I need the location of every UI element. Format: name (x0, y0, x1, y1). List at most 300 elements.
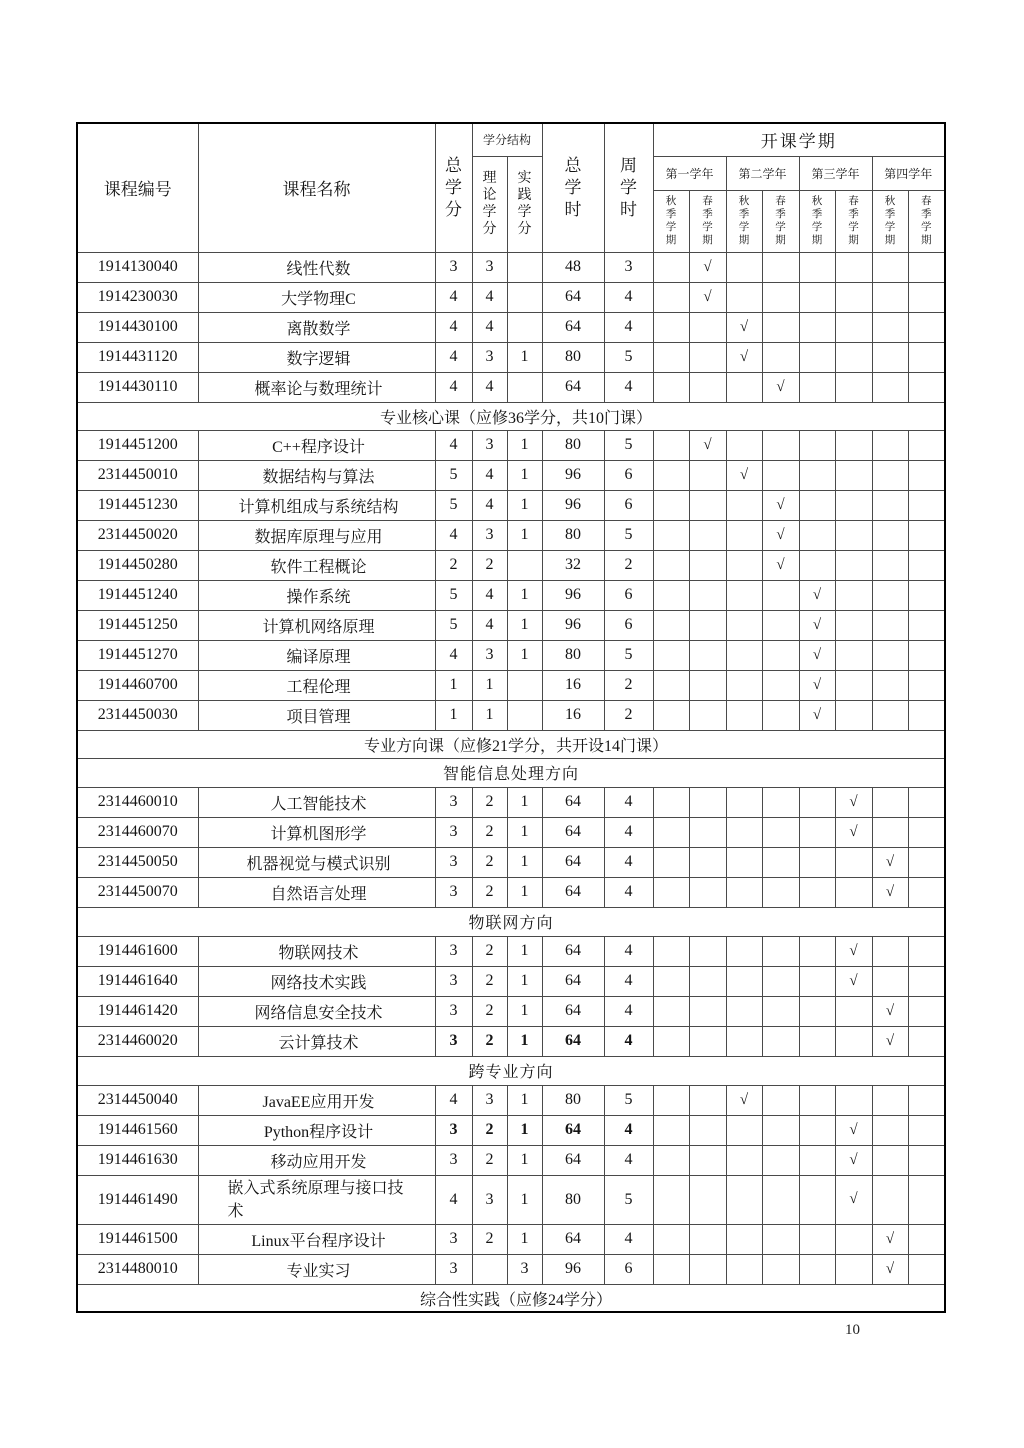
semester-cell-6 (835, 847, 872, 877)
course-name (198, 520, 435, 550)
semester-cell-5 (799, 996, 835, 1026)
course-name-text: 编译原理 (286, 648, 351, 666)
course-name-text: 离散数学 (286, 320, 351, 338)
course-code: 2314450010 (77, 460, 198, 490)
total-hours-cell: 64 (542, 877, 604, 907)
semester-cell-5 (799, 877, 835, 907)
theory-credits-cell: 2 (472, 787, 507, 817)
semester-cell-2 (689, 966, 726, 996)
course-row (77, 1115, 945, 1145)
total-hours-cell: 32 (542, 550, 604, 580)
weekly-hours-cell: 5 (604, 1175, 653, 1224)
semester-cell-4: √ (762, 490, 799, 520)
semester-cell-4 (762, 817, 799, 847)
course-name-text: Linux平台程序设计 (251, 1232, 386, 1250)
semester-cell-4 (762, 342, 799, 372)
total-credits-cell: 4 (435, 520, 472, 550)
practice-credits-cell: 1 (507, 1175, 542, 1224)
semester-cell-2 (689, 1026, 726, 1056)
semester-cell-4 (762, 670, 799, 700)
header-year-3: 第三学年 (799, 156, 872, 190)
course-name (198, 640, 435, 670)
semester-cell-8 (908, 1085, 945, 1115)
course-row (77, 372, 945, 402)
semester-cell-4 (762, 1254, 799, 1284)
semester-cell-6: √ (835, 1145, 872, 1175)
semester-cell-5 (799, 342, 835, 372)
course-name-text: 物联网技术 (278, 944, 359, 962)
semester-cell-5 (799, 430, 835, 460)
course-name-text: 移动应用开发 (270, 1153, 367, 1171)
total-credits-cell: 3 (435, 877, 472, 907)
theory-credits-cell: 3 (472, 640, 507, 670)
theory-credits-cell: 4 (472, 580, 507, 610)
course-name-text: 云计算技术 (278, 1034, 359, 1052)
semester-cell-6 (835, 1254, 872, 1284)
weekly-hours-cell: 4 (604, 787, 653, 817)
course-name-text: 线性代数 (286, 260, 351, 278)
semester-cell-6 (835, 460, 872, 490)
header-fall-semester: 秋 季 学 期 (799, 190, 835, 252)
semester-cell-5: √ (799, 640, 835, 670)
semester-cell-2 (689, 936, 726, 966)
theory-credits-cell: 3 (472, 342, 507, 372)
semester-cell-3 (726, 936, 762, 966)
course-name-text: 概率论与数理统计 (254, 380, 383, 398)
semester-cell-7 (872, 700, 908, 730)
course-name (198, 430, 435, 460)
course-name-text: 大学物理C (281, 290, 356, 308)
weekly-hours-cell: 5 (604, 430, 653, 460)
semester-cell-1 (653, 430, 689, 460)
weekly-hours-cell: 4 (604, 996, 653, 1026)
total-hours-cell: 64 (542, 312, 604, 342)
course-row (77, 430, 945, 460)
theory-credits-cell: 2 (472, 550, 507, 580)
semester-cell-6 (835, 670, 872, 700)
semester-cell-8 (908, 1254, 945, 1284)
course-name (198, 817, 435, 847)
semester-cell-3 (726, 847, 762, 877)
practice-credits-cell (507, 372, 542, 402)
course-code: 1914451230 (77, 490, 198, 520)
total-hours-cell: 64 (542, 787, 604, 817)
total-hours-cell: 96 (542, 460, 604, 490)
total-hours-cell: 96 (542, 1254, 604, 1284)
total-credits-cell: 4 (435, 1175, 472, 1224)
weekly-hours-cell: 5 (604, 520, 653, 550)
semester-cell-3 (726, 877, 762, 907)
semester-cell-2 (689, 700, 726, 730)
course-code: 1914451240 (77, 580, 198, 610)
course-name (198, 312, 435, 342)
weekly-hours-cell: 5 (604, 1085, 653, 1115)
total-hours-cell: 64 (542, 1145, 604, 1175)
theory-credits-cell: 2 (472, 966, 507, 996)
header-total-hours: 总 学 时 (542, 123, 604, 252)
semester-cell-7 (872, 580, 908, 610)
practice-credits-cell: 1 (507, 787, 542, 817)
total-hours-cell: 64 (542, 1224, 604, 1254)
semester-cell-7 (872, 1085, 908, 1115)
total-hours-cell: 64 (542, 1026, 604, 1056)
table-header (77, 123, 945, 252)
semester-cell-6 (835, 550, 872, 580)
semester-cell-8 (908, 610, 945, 640)
semester-cell-7: √ (872, 877, 908, 907)
practice-credits-cell: 1 (507, 817, 542, 847)
course-name-text: 数据结构与算法 (262, 468, 375, 486)
theory-credits-cell: 4 (472, 312, 507, 342)
course-name-text: 数字逻辑 (286, 350, 351, 368)
theory-credits-cell: 4 (472, 282, 507, 312)
semester-cell-2 (689, 610, 726, 640)
semester-cell-7: √ (872, 996, 908, 1026)
section-header: 综合性实践（应修24学分） (77, 1284, 945, 1312)
semester-cell-2 (689, 1224, 726, 1254)
total-hours-cell: 80 (542, 1085, 604, 1115)
theory-credits-cell: 4 (472, 460, 507, 490)
course-name (198, 490, 435, 520)
semester-cell-3 (726, 1224, 762, 1254)
semester-cell-1 (653, 700, 689, 730)
total-hours-cell: 64 (542, 282, 604, 312)
semester-cell-1 (653, 342, 689, 372)
practice-credits-cell: 1 (507, 847, 542, 877)
semester-cell-1 (653, 1254, 689, 1284)
weekly-hours-cell: 3 (604, 252, 653, 282)
course-row (77, 817, 945, 847)
semester-cell-3 (726, 520, 762, 550)
semester-cell-2 (689, 580, 726, 610)
semester-cell-1 (653, 520, 689, 550)
semester-cell-3 (726, 430, 762, 460)
semester-cell-7 (872, 520, 908, 550)
practice-credits-cell: 1 (507, 966, 542, 996)
semester-cell-1 (653, 312, 689, 342)
weekly-hours-cell: 4 (604, 877, 653, 907)
practice-credits-cell: 1 (507, 1026, 542, 1056)
course-code: 1914451250 (77, 610, 198, 640)
course-row (77, 1026, 945, 1056)
semester-cell-8 (908, 966, 945, 996)
course-name-text: C++程序设计 (272, 438, 365, 456)
total-hours-cell: 64 (542, 966, 604, 996)
semester-cell-4 (762, 1115, 799, 1145)
semester-cell-1 (653, 847, 689, 877)
semester-cell-7 (872, 670, 908, 700)
subsection-row (77, 907, 945, 936)
header-credit-structure: 学分结构 (472, 123, 542, 156)
semester-cell-8 (908, 700, 945, 730)
semester-cell-4 (762, 580, 799, 610)
semester-cell-2 (689, 817, 726, 847)
total-credits-cell: 4 (435, 372, 472, 402)
semester-cell-5 (799, 1085, 835, 1115)
section-row (77, 1284, 945, 1312)
semester-cell-5 (799, 1224, 835, 1254)
course-name (198, 252, 435, 282)
total-credits-cell: 4 (435, 282, 472, 312)
total-hours-cell: 80 (542, 1175, 604, 1224)
semester-cell-8 (908, 342, 945, 372)
total-credits-cell: 5 (435, 460, 472, 490)
course-row (77, 640, 945, 670)
semester-cell-2 (689, 372, 726, 402)
total-hours-cell: 64 (542, 847, 604, 877)
weekly-hours-cell: 4 (604, 936, 653, 966)
semester-cell-8 (908, 996, 945, 1026)
semester-cell-5 (799, 252, 835, 282)
semester-cell-7 (872, 342, 908, 372)
weekly-hours-cell: 2 (604, 700, 653, 730)
weekly-hours-cell: 4 (604, 1026, 653, 1056)
semester-cell-7 (872, 312, 908, 342)
course-name-text: 软件工程概论 (270, 558, 367, 576)
semester-cell-3 (726, 610, 762, 640)
semester-cell-7 (872, 966, 908, 996)
total-credits-cell: 3 (435, 1115, 472, 1145)
semester-cell-1 (653, 877, 689, 907)
semester-cell-4: √ (762, 520, 799, 550)
semester-cell-2 (689, 787, 726, 817)
semester-cell-1 (653, 1145, 689, 1175)
practice-credits-cell: 1 (507, 936, 542, 966)
semester-cell-5 (799, 847, 835, 877)
weekly-hours-cell: 6 (604, 1254, 653, 1284)
semester-cell-8 (908, 847, 945, 877)
practice-credits-cell: 1 (507, 1085, 542, 1115)
semester-cell-6: √ (835, 966, 872, 996)
practice-credits-cell: 1 (507, 342, 542, 372)
course-code: 1914461630 (77, 1145, 198, 1175)
semester-cell-3: √ (726, 342, 762, 372)
semester-cell-7 (872, 252, 908, 282)
semester-cell-7 (872, 640, 908, 670)
weekly-hours-cell: 2 (604, 670, 653, 700)
practice-credits-cell (507, 550, 542, 580)
total-credits-cell: 4 (435, 430, 472, 460)
semester-cell-7 (872, 490, 908, 520)
practice-credits-cell (507, 312, 542, 342)
practice-credits-cell: 1 (507, 460, 542, 490)
course-name (198, 847, 435, 877)
semester-cell-4 (762, 1026, 799, 1056)
total-credits-cell: 3 (435, 252, 472, 282)
semester-cell-5 (799, 1026, 835, 1056)
semester-cell-2 (689, 847, 726, 877)
semester-cell-8 (908, 1145, 945, 1175)
page-number: 10 (845, 1322, 860, 1338)
weekly-hours-cell: 4 (604, 372, 653, 402)
semester-cell-4 (762, 966, 799, 996)
course-row (77, 580, 945, 610)
theory-credits-cell: 3 (472, 430, 507, 460)
course-name (198, 1254, 435, 1284)
weekly-hours-cell: 4 (604, 966, 653, 996)
subsection-row (77, 758, 945, 787)
total-hours-cell: 64 (542, 817, 604, 847)
curriculum-table (76, 122, 946, 1313)
semester-cell-2 (689, 520, 726, 550)
total-credits-cell: 4 (435, 1085, 472, 1115)
weekly-hours-cell: 4 (604, 817, 653, 847)
practice-credits-cell: 1 (507, 1224, 542, 1254)
course-name-text: JavaEE应用开发 (262, 1093, 375, 1111)
semester-cell-8 (908, 282, 945, 312)
semester-cell-3 (726, 640, 762, 670)
course-code: 2314450050 (77, 847, 198, 877)
semester-cell-8 (908, 1026, 945, 1056)
total-credits-cell: 3 (435, 847, 472, 877)
course-row (77, 936, 945, 966)
semester-cell-4 (762, 1175, 799, 1224)
course-name-text: 操作系统 (286, 588, 351, 606)
semester-cell-2 (689, 1085, 726, 1115)
course-code: 2314460010 (77, 787, 198, 817)
semester-cell-1 (653, 372, 689, 402)
semester-cell-8 (908, 670, 945, 700)
weekly-hours-cell: 6 (604, 490, 653, 520)
course-row (77, 1254, 945, 1284)
semester-cell-3 (726, 670, 762, 700)
direction-header: 跨专业方向 (77, 1056, 945, 1085)
semester-cell-3: √ (726, 1085, 762, 1115)
theory-credits-cell: 2 (472, 1115, 507, 1145)
semester-cell-1 (653, 580, 689, 610)
semester-cell-6: √ (835, 817, 872, 847)
course-code: 1914230030 (77, 282, 198, 312)
course-code: 1914130040 (77, 252, 198, 282)
total-hours-cell: 96 (542, 490, 604, 520)
weekly-hours-cell: 5 (604, 640, 653, 670)
weekly-hours-cell: 4 (604, 847, 653, 877)
theory-credits-cell: 4 (472, 490, 507, 520)
semester-cell-5 (799, 966, 835, 996)
practice-credits-cell: 1 (507, 580, 542, 610)
semester-cell-3 (726, 252, 762, 282)
semester-cell-7 (872, 460, 908, 490)
theory-credits-cell: 2 (472, 847, 507, 877)
semester-cell-1 (653, 550, 689, 580)
theory-credits-cell: 4 (472, 610, 507, 640)
semester-cell-1 (653, 490, 689, 520)
practice-credits-cell: 1 (507, 640, 542, 670)
semester-cell-8 (908, 787, 945, 817)
total-credits-cell: 5 (435, 580, 472, 610)
total-credits-cell: 3 (435, 966, 472, 996)
course-name-text: 嵌入式系统原理与接口技术 (227, 1179, 404, 1220)
semester-cell-4 (762, 460, 799, 490)
header-theory-credits: 理 论 学 分 (472, 156, 507, 252)
course-name (198, 996, 435, 1026)
practice-credits-cell: 3 (507, 1254, 542, 1284)
course-name (198, 610, 435, 640)
course-row (77, 342, 945, 372)
header-weekly-hours: 周 学 时 (604, 123, 653, 252)
weekly-hours-cell: 4 (604, 1115, 653, 1145)
total-credits-cell: 3 (435, 787, 472, 817)
semester-cell-8 (908, 550, 945, 580)
semester-cell-6 (835, 640, 872, 670)
subsection-row (77, 1056, 945, 1085)
course-name (198, 342, 435, 372)
direction-header: 物联网方向 (77, 907, 945, 936)
course-name-text: 专业实习 (286, 1262, 351, 1280)
total-credits-cell: 4 (435, 342, 472, 372)
total-hours-cell: 64 (542, 936, 604, 966)
practice-credits-cell: 1 (507, 430, 542, 460)
course-row (77, 966, 945, 996)
header-spring-semester: 春 季 学 期 (835, 190, 872, 252)
section-row (77, 402, 945, 430)
semester-cell-1 (653, 460, 689, 490)
total-credits-cell: 5 (435, 610, 472, 640)
course-code: 2314480010 (77, 1254, 198, 1284)
header-spring-semester: 春 季 学 期 (762, 190, 799, 252)
semester-cell-6 (835, 580, 872, 610)
semester-cell-3 (726, 372, 762, 402)
semester-cell-3 (726, 1145, 762, 1175)
course-name (198, 460, 435, 490)
semester-cell-5 (799, 817, 835, 847)
course-code: 1914431120 (77, 342, 198, 372)
semester-cell-3 (726, 1254, 762, 1284)
semester-cell-5 (799, 787, 835, 817)
semester-cell-5 (799, 312, 835, 342)
course-code: 2314450040 (77, 1085, 198, 1115)
semester-cell-3 (726, 1115, 762, 1145)
semester-cell-7 (872, 817, 908, 847)
semester-cell-7: √ (872, 1254, 908, 1284)
semester-cell-2 (689, 312, 726, 342)
practice-credits-cell (507, 282, 542, 312)
course-name (198, 966, 435, 996)
theory-credits-cell: 2 (472, 877, 507, 907)
total-credits-cell: 1 (435, 700, 472, 730)
section-row (77, 730, 945, 758)
semester-cell-2 (689, 1175, 726, 1224)
header-course-code: 课程编号 (77, 123, 198, 252)
semester-cell-8 (908, 490, 945, 520)
course-name-text: 数据库原理与应用 (254, 528, 383, 546)
semester-cell-4: √ (762, 372, 799, 402)
semester-cell-2: √ (689, 282, 726, 312)
semester-cell-2 (689, 1254, 726, 1284)
course-name-text: 计算机图形学 (270, 825, 367, 843)
semester-cell-6 (835, 610, 872, 640)
semester-cell-6 (835, 252, 872, 282)
semester-cell-8 (908, 1224, 945, 1254)
semester-cell-2: √ (689, 430, 726, 460)
course-code: 2314450030 (77, 700, 198, 730)
course-code: 1914451200 (77, 430, 198, 460)
semester-cell-7 (872, 430, 908, 460)
semester-cell-4 (762, 1224, 799, 1254)
course-name (198, 1115, 435, 1145)
course-name (198, 1026, 435, 1056)
semester-cell-7 (872, 787, 908, 817)
course-row (77, 1085, 945, 1115)
theory-credits-cell: 2 (472, 1026, 507, 1056)
theory-credits-cell: 2 (472, 1224, 507, 1254)
semester-cell-1 (653, 936, 689, 966)
semester-cell-6: √ (835, 787, 872, 817)
semester-cell-5 (799, 936, 835, 966)
course-name (198, 282, 435, 312)
practice-credits-cell (507, 670, 542, 700)
theory-credits-cell: 3 (472, 1175, 507, 1224)
